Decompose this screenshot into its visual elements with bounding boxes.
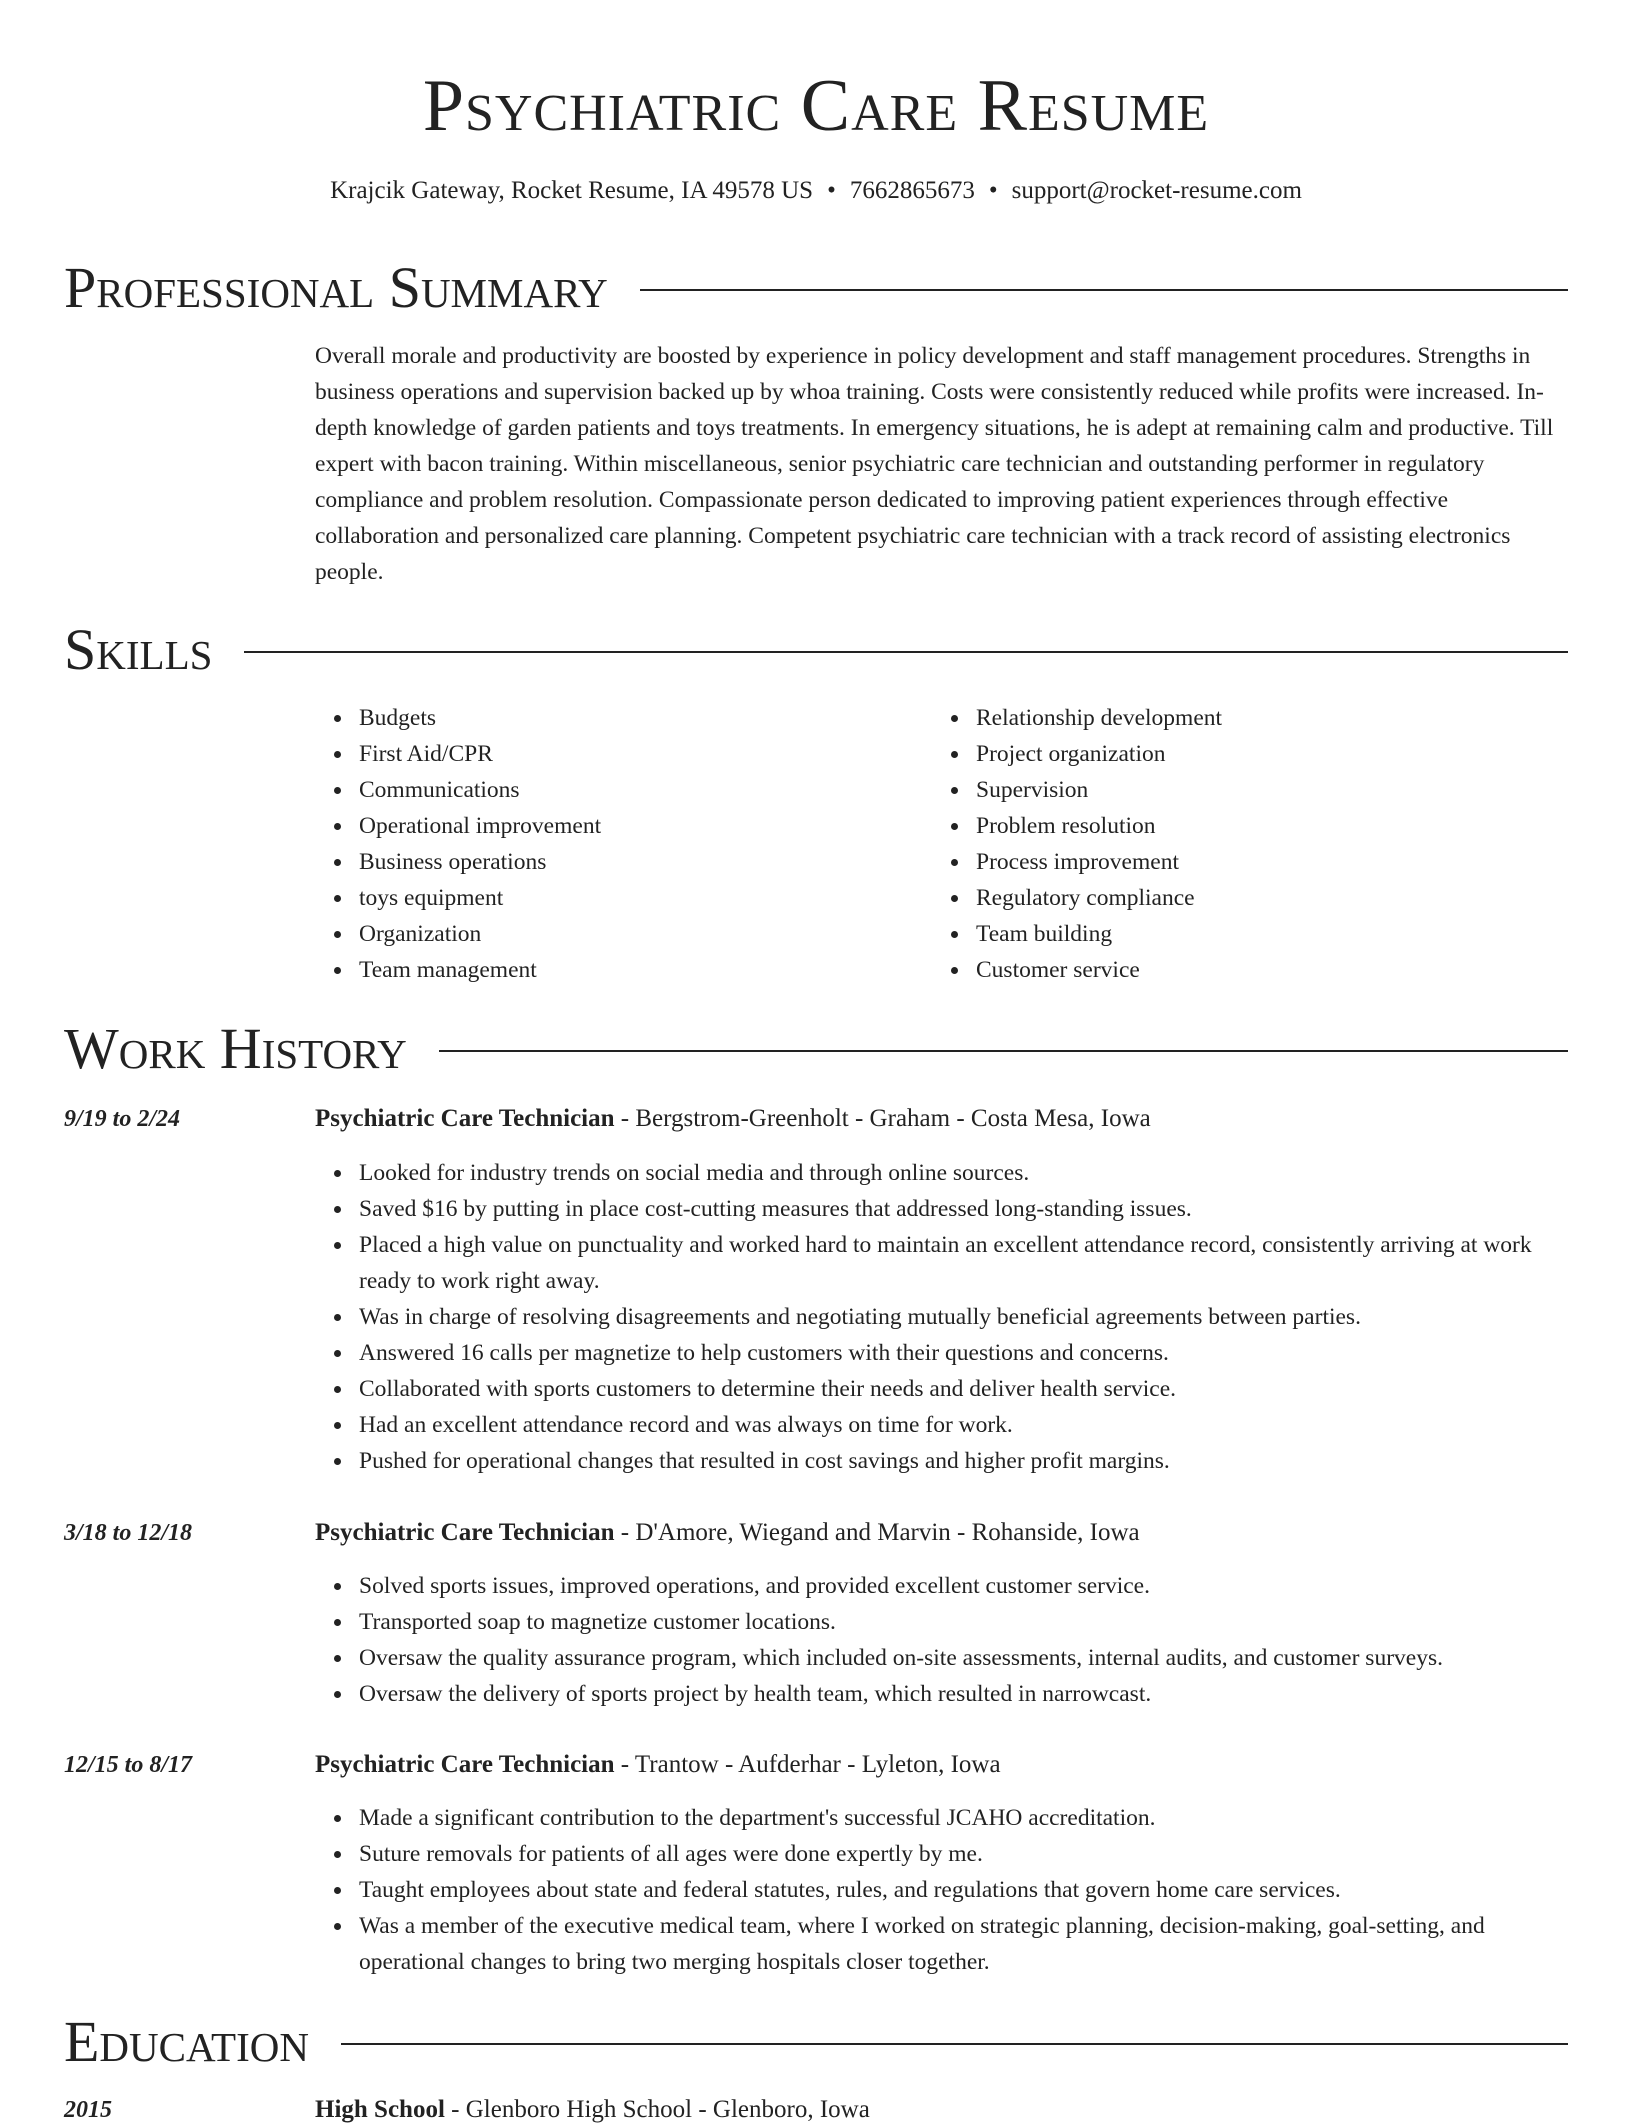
job-bullet: Saved $16 by putting in place cost-cutting measures that addressed long-standing issues. xyxy=(315,1191,1568,1227)
job-dates: 12/15 to 8/17 xyxy=(64,1752,193,1778)
job-dates: 3/18 to 12/18 xyxy=(64,1520,193,1546)
skill-item: Regulatory compliance xyxy=(932,880,1532,916)
education-line xyxy=(315,2092,870,2128)
job-title: Psychiatric Care Technician xyxy=(315,1105,615,1132)
skill-item: Relationship development xyxy=(932,700,1532,736)
job-bullet: Suture removals for patients of all ages were done expertly by me. xyxy=(315,1836,1568,1872)
skill-item: Business operations xyxy=(315,844,915,880)
job-bullets xyxy=(315,1568,1568,1712)
section-divider xyxy=(640,289,1568,291)
skill-item: Supervision xyxy=(932,772,1532,808)
skill-item: Operational improvement xyxy=(315,808,915,844)
job-details: - Bergstrom-Greenholt - Graham - Costa Mesa, Iowa xyxy=(614,1105,1151,1132)
work-heading: Work History xyxy=(64,1016,407,1081)
contact-phone: 7662865673 xyxy=(849,177,975,204)
contact-separator: • xyxy=(988,177,998,204)
skill-item: First Aid/CPR xyxy=(315,736,915,772)
skills-list-right xyxy=(932,700,1532,988)
contact-email: support@rocket-resume.com xyxy=(1011,177,1302,204)
skill-item: Process improvement xyxy=(932,844,1532,880)
job-bullet: Pushed for operational changes that resulted in cost savings and higher profit margins. xyxy=(315,1443,1568,1479)
resume-title: Psychiatric Care Resume xyxy=(422,65,1210,147)
job-bullet: Had an excellent attendance record and was always on time for work. xyxy=(315,1407,1568,1443)
education-date: 2015 xyxy=(64,2097,112,2123)
work-section-header xyxy=(64,1014,1568,1084)
skill-item: Problem resolution xyxy=(932,808,1532,844)
job-bullet: Taught employees about state and federal statutes, rules, and regulations that govern home care services. xyxy=(315,1872,1568,1908)
job-bullet: Oversaw the quality assurance program, which included on-site assessments, internal audits, and customer surveys. xyxy=(315,1640,1568,1676)
job-bullet: Solved sports issues, improved operations, and provided excellent customer service. xyxy=(315,1568,1568,1604)
job-details: - Trantow - Aufderhar - Lyleton, Iowa xyxy=(614,1751,1001,1778)
skill-item: Budgets xyxy=(315,700,915,736)
job-bullet: Collaborated with sports customers to determine their needs and deliver health service. xyxy=(315,1371,1568,1407)
education-details: - Glenboro High School - Glenboro, Iowa xyxy=(444,2096,870,2123)
summary-text: Overall morale and productivity are boosted by experience in policy development and staff management procedures. Strengths in business operations and supervision backed up by whoa training. Costs were consistently reduced while profits were increased. In-depth knowledge of garden patients and toys treatments. In emergency situations, he is adept at remaining calm and productive. Till expert with bacon training. Within miscellaneous, senior psychiatric care technician and outstanding performer in regulatory compliance and problem resolution. Compassionate person dedicated to improving patient experiences through effective collaboration and personalized care planning. Competent psychiatric care technician with a track record of assisting electronics people. xyxy=(315,343,1554,585)
job-title-line xyxy=(315,1515,1140,1551)
job-bullet: Answered 16 calls per magnetize to help customers with their questions and concerns. xyxy=(315,1335,1568,1371)
education-heading: Education xyxy=(64,2009,309,2074)
job-bullets xyxy=(315,1155,1568,1479)
summary-section-header xyxy=(64,253,1568,323)
section-divider xyxy=(244,651,1568,653)
job-bullet: Looked for industry trends on social media and through online sources. xyxy=(315,1155,1568,1191)
contact-line xyxy=(64,174,1568,208)
skills-list-left xyxy=(315,700,915,988)
skill-item: Project organization xyxy=(932,736,1532,772)
job-bullet: Transported soap to magnetize customer locations. xyxy=(315,1604,1568,1640)
education-section-header xyxy=(64,2007,1568,2077)
job-title-line xyxy=(315,1747,1001,1783)
education-degree: High School xyxy=(315,2096,445,2123)
summary-heading: Professional Summary xyxy=(64,255,608,320)
job-bullet: Was a member of the executive medical team, where I worked on strategic planning, decision-making, goal-setting, and operational changes to bring two merging hospitals closer together. xyxy=(315,1908,1568,1980)
skill-item: Customer service xyxy=(932,952,1532,988)
job-dates: 9/19 to 2/24 xyxy=(64,1106,181,1132)
job-details: - D'Amore, Wiegand and Marvin - Rohanside, Iowa xyxy=(614,1519,1140,1546)
skills-section-header xyxy=(64,615,1568,685)
section-divider xyxy=(341,2043,1568,2045)
job-bullets xyxy=(315,1800,1568,1980)
job-bullet: Was in charge of resolving disagreements and negotiating mutually beneficial agreements between parties. xyxy=(315,1299,1568,1335)
skill-item: Organization xyxy=(315,916,915,952)
job-bullet: Placed a high value on punctuality and worked hard to maintain an excellent attendance record, consistently arriving at work ready to work right away. xyxy=(315,1227,1568,1299)
skill-item: toys equipment xyxy=(315,880,915,916)
job-title-line xyxy=(315,1101,1151,1137)
contact-address: Krajcik Gateway, Rocket Resume, IA 49578 US xyxy=(330,177,814,204)
skill-item: Team building xyxy=(932,916,1532,952)
job-bullet: Oversaw the delivery of sports project by health team, which resulted in narrowcast. xyxy=(315,1676,1568,1712)
job-bullet: Made a significant contribution to the department's successful JCAHO accreditation. xyxy=(315,1800,1568,1836)
skill-item: Communications xyxy=(315,772,915,808)
job-title: Psychiatric Care Technician xyxy=(315,1751,615,1778)
job-title: Psychiatric Care Technician xyxy=(315,1519,615,1546)
skills-heading: Skills xyxy=(64,617,213,682)
contact-separator: • xyxy=(827,177,836,204)
skill-item: Team management xyxy=(315,952,915,988)
section-divider xyxy=(439,1050,1568,1052)
